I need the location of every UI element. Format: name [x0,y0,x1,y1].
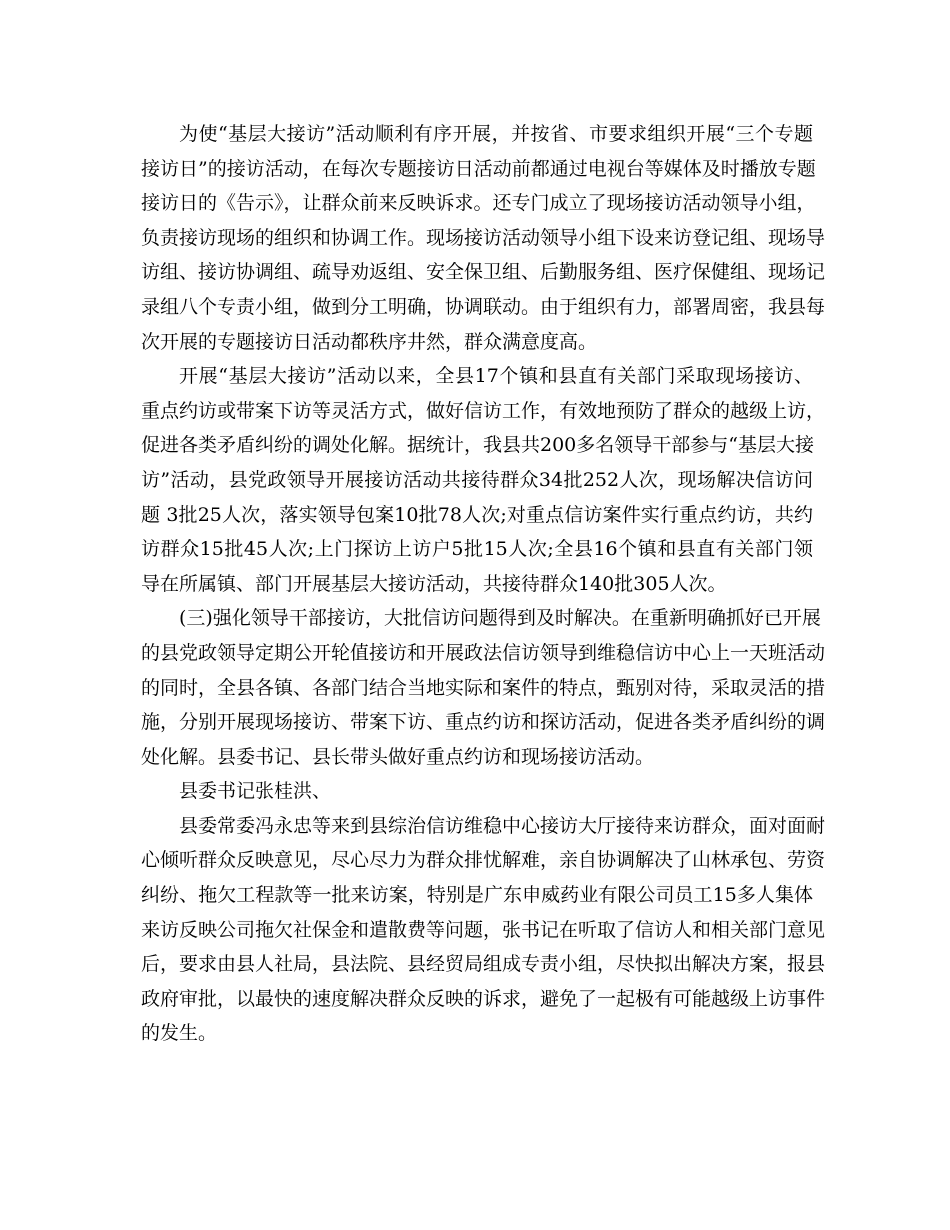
text-line: 访”活动，县党政领导开展接访活动共接待群众34批252人次，现场解决信访问 [141,468,813,491]
text-line: 访群众15批45人次;上门探访上访户5批15人次;全县16个镇和县直有关部门领 [141,538,813,561]
text-line: 题 3批25人次，落实领导包案10批78人次;对重点信访案件实行重点约访，共约 [141,503,813,526]
text-line: 导在所属镇、部门开展基层大接访活动，共接待群众140批305人次。 [141,572,727,595]
text-line: 接访日”的接访活动，在每次专题接访日活动前都通过电视台等媒体及时播放专题 [141,157,816,180]
text-line: 纠纷、拖欠工程款等一批来访案，特别是广东申威药业有限公司员工15多人集体 [141,884,813,907]
text-line: 后，要求由县人社局，县法院、县经贸局组成专责小组，尽快拟出解决方案，报县 [141,953,826,976]
text-line: 的同时，全县各镇、各部门结合当地实际和案件的特点，甄别对待，采取灵活的措 [141,676,826,699]
text-line: 来访反映公司拖欠社保金和遣散费等问题，张书记在听取了信访人和相关部门意见 [141,918,826,941]
text-line: 的发生。 [141,1022,218,1045]
text-line: 处化解。县委书记、县长带头做好重点约访和现场接访活动。 [141,745,655,768]
text-line: (三)强化领导干部接访，大批信访问题得到及时解决。在重新明确抓好已开展 [179,607,821,630]
text-line: 录组八个专责小组，做到分工明确，协调联动。由于组织有力，部署周密，我县每 [141,295,826,318]
text-line: 重点约访或带案下访等灵活方式，做好信访工作，有效地预防了群众的越级上访， [141,399,826,422]
text-line: 次开展的专题接访日活动都秩序井然，群众满意度高。 [141,330,598,353]
text-line: 为使“基层大接访”活动顺利有序开展，并按省、市要求组织开展“三个专题 [179,123,813,145]
text-line: 政府审批，以最快的速度解决群众反映的诉求，避免了一起极有可能越级上访事件 [141,987,826,1010]
text-line: 开展“基层大接访”活动以来，全县17个镇和县直有关部门采取现场接访、 [179,365,813,388]
text-line: 施，分别开展现场接访、带案下访、重点约访和探访活动，促进各类矛盾纠纷的调 [141,711,826,734]
text-line: 促进各类矛盾纠纷的调处化解。据统计，我县共200多名领导干部参与“基层大接 [141,434,814,457]
text-line: 接访日的《告示》，让群众前来反映诉求。还专门成立了现场接访活动领导小组， [141,192,816,215]
text-line: 县委常委冯永忠等来到县综治信访维稳中心接访大厅接待来访群众，面对面耐 [179,814,826,837]
text-line: 县委书记张桂洪、 [179,780,332,803]
text-line: 访组、接访协调组、疏导劝返组、安全保卫组、后勤服务组、医疗保健组、现场记 [141,261,826,284]
text-line: 负责接访现场的组织和协调工作。现场接访活动领导小组下设来访登记组、现场导 [141,226,826,249]
text-line: 心倾听群众反映意见，尽心尽力为群众排忧解难，亲自协调解决了山林承包、劳资 [141,849,826,872]
document-body [141,117,826,1051]
text-line: 的县党政领导定期公开轮值接访和开展政法信访领导到维稳信访中心上一天班活动 [141,641,826,664]
